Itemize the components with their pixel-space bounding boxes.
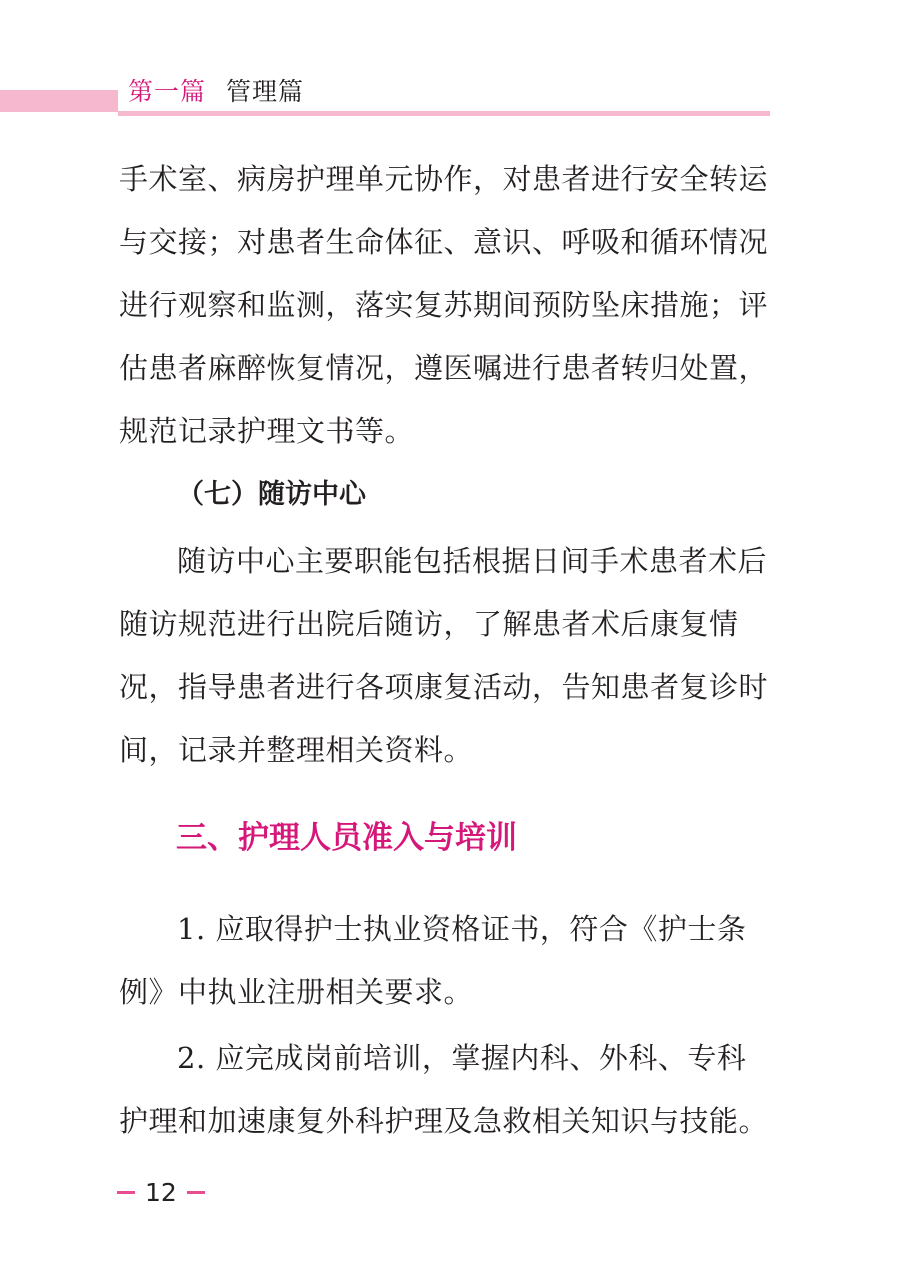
footer-dash-left	[117, 1191, 135, 1194]
running-header	[128, 74, 304, 110]
body-paragraph-1: 手术室、病房护理单元协作，对患者进行安全转运与交接；对患者生命体征、意识、呼吸和循环情况进行观察和监测，落实复苏期间预防坠床措施；评估患者麻醉恢复情况，遵医嘱进行患者转归处置，规范记录护理文书等。	[119, 162, 769, 448]
section-heading: 三、护理人员准入与培训	[176, 820, 517, 856]
footer-dash-right	[187, 1191, 205, 1194]
header-color-band	[0, 90, 118, 112]
list-item-1: 1. 应取得护士执业资格证书，符合《护士条例》中执业注册相关要求。	[119, 912, 747, 1009]
section-label: 管理篇	[226, 77, 305, 106]
page-number: 12	[145, 1177, 177, 1207]
chapter-label: 第一篇	[128, 77, 207, 106]
subsection-heading: （七）随访中心	[177, 479, 366, 510]
page-footer	[117, 1172, 205, 1212]
list-item-2: 2. 应完成岗前培训，掌握内科、外科、专科护理和加速康复外科护理及急救相关知识与技能。	[119, 1041, 769, 1138]
header-rule	[118, 111, 770, 116]
body-paragraph-2: 随访中心主要职能包括根据日间手术患者术后随访规范进行出院后随访，了解患者术后康复情况，指导患者进行各项康复活动，告知患者复诊时间，记录并整理相关资料。	[119, 544, 769, 767]
